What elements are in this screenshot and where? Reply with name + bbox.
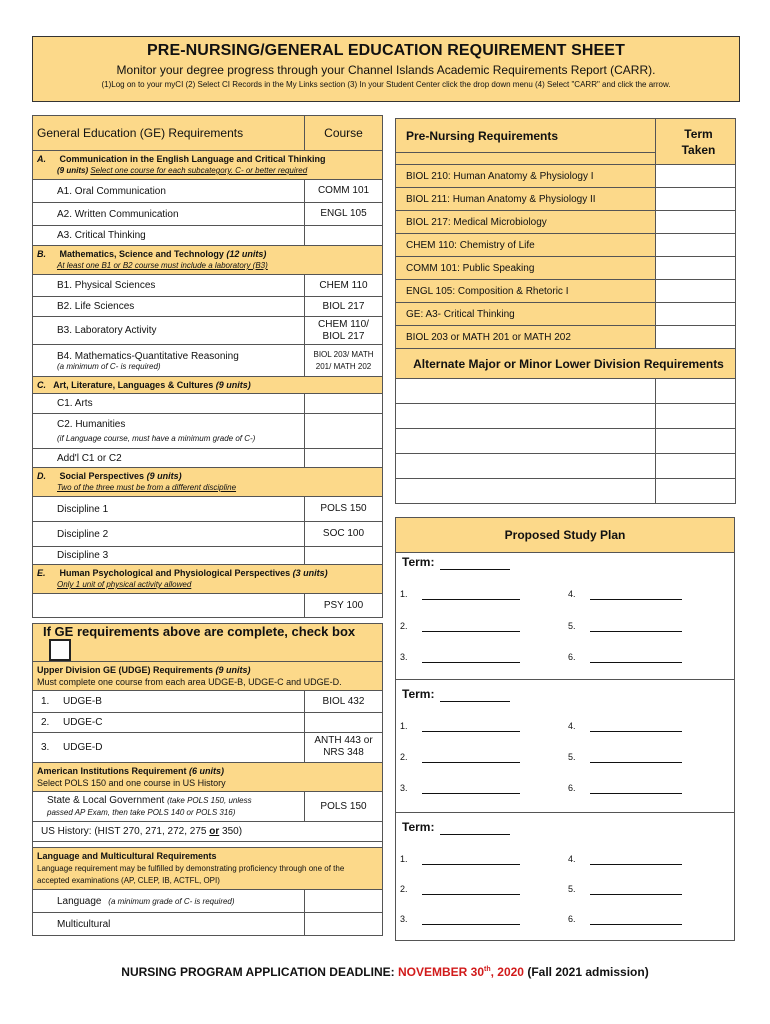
ge-section-b-note: At least one B1 or B2 course must include a laboratory (B3) — [57, 261, 268, 270]
alt-row[interactable] — [396, 404, 656, 429]
plan-slot[interactable]: 2. — [400, 884, 408, 894]
plan-slot[interactable]: 2. — [400, 621, 408, 631]
plan-slot[interactable]: 6. — [568, 914, 576, 924]
ge-b3-label: B3. Laboratory Activity — [33, 317, 305, 345]
page-title: PRE-NURSING/GENERAL EDUCATION REQUIREMENT SHEET — [147, 42, 625, 59]
term-label: Term: — [402, 687, 435, 701]
ge-addc-course[interactable] — [305, 449, 383, 468]
udge-note: Must complete one course from each area UDGE-B, UDGE-C and UDGE-D. — [37, 677, 342, 687]
udge-item-2: 2. UDGE-C — [33, 713, 305, 733]
ge-d3-course[interactable] — [305, 547, 383, 565]
ge-a2-label: A2. Written Communication — [33, 203, 305, 226]
application-deadline: NURSING PROGRAM APPLICATION DEADLINE: NOVEMBER 30th, 2020 (Fall 2021 admission) — [121, 965, 649, 979]
ge-d1-course[interactable]: POLS 150 — [305, 497, 383, 522]
term-taken-cell[interactable] — [656, 280, 736, 303]
alt-term-cell[interactable] — [656, 454, 736, 479]
ge-e1-course[interactable]: PSY 100 — [305, 594, 383, 618]
prenursing-item: BIOL 210: Human Anatomy & Physiology I — [396, 165, 656, 188]
ai-state-label: State & Local Government — [47, 794, 165, 806]
term-taken-cell[interactable] — [656, 211, 736, 234]
alt-row[interactable] — [396, 379, 656, 404]
udge-item-1-course[interactable]: BIOL 432 — [305, 691, 383, 713]
prenursing-item: ENGL 105: Composition & Rhetoric I — [396, 280, 656, 303]
ge-section-b-title: Mathematics, Science and Technology — [59, 249, 224, 259]
ge-b3-course[interactable]: CHEM 110/ BIOL 217 — [305, 317, 383, 345]
study-plan — [395, 517, 735, 941]
ge-e1-label — [33, 594, 305, 618]
ge-b4-course[interactable]: BIOL 203/ MATH 201/ MATH 202 — [305, 345, 383, 377]
plan-slot[interactable]: 2. — [400, 752, 408, 762]
ge-addc-label: Add'l C1 or C2 — [33, 449, 305, 468]
ge-a1-course[interactable]: COMM 101 — [305, 180, 383, 203]
ge-c2-course[interactable] — [305, 414, 383, 449]
ge-a3-label: A3. Critical Thinking — [33, 226, 305, 246]
ge-section-c-title: Art, Literature, Languages & Cultures — [53, 380, 214, 390]
alt-row[interactable] — [396, 479, 656, 504]
ge-c2-label: C2. Humanities (if Language course, must have a minimum grade of C-) — [33, 414, 305, 449]
ge-a1-label: A1. Oral Communication — [33, 180, 305, 203]
prenursing-item: BIOL 203 or MATH 201 or MATH 202 — [396, 326, 656, 349]
plan-slot[interactable]: 1. — [400, 854, 408, 864]
plan-slot[interactable]: 5. — [568, 884, 576, 894]
term-label: Term: — [402, 555, 435, 569]
lang-multicultural-course[interactable] — [305, 913, 383, 936]
ge-section-d: D. Social Perspectives (9 units) Two of the three must be from a different discipline — [33, 468, 383, 497]
ai-section: American Institutions Requirement (6 units) Select POLS 150 and one course in US History — [33, 763, 383, 792]
deadline-date: NOVEMBER 30th, 2020 — [397, 965, 524, 979]
plan-slot[interactable]: 6. — [568, 652, 576, 662]
prenursing-title: Pre-Nursing Requirements — [396, 119, 656, 153]
plan-slot[interactable]: 3. — [400, 914, 408, 924]
plan-slot[interactable]: 1. — [400, 589, 408, 599]
ge-section-b: B. Mathematics, Science and Technology (12 units) At least one B1 or B2 course must include a laboratory (B3) — [33, 246, 383, 275]
term-input[interactable] — [440, 556, 510, 570]
lang-language-course[interactable] — [305, 890, 383, 913]
term-taken-cell[interactable] — [656, 303, 736, 326]
plan-slot[interactable]: 3. — [400, 783, 408, 793]
ge-section-e: E. Human Psychological and Physiological Perspectives (3 units) Only 1 unit of physical activity allowed — [33, 565, 383, 594]
alt-term-cell[interactable] — [656, 479, 736, 504]
ai-state-sub: passed AP Exam, then take POLS 140 or POLS 316) — [47, 807, 236, 817]
udge-item-1: 1. UDGE-B — [33, 691, 305, 713]
alt-row[interactable] — [396, 454, 656, 479]
ge-section-c: C. Art, Literature, Languages & Cultures (9 units) — [33, 377, 383, 394]
udge-item-3-course[interactable]: ANTH 443 or NRS 348 — [305, 733, 383, 763]
ge-b4-sub: (a minimum of C- is required) — [57, 361, 161, 371]
alt-requirements-title: Alternate Major or Minor Lower Division Requirements — [396, 349, 736, 379]
lang-title: Language and Multicultural Requirements — [37, 851, 217, 861]
ge-c1-course[interactable] — [305, 394, 383, 414]
prenursing-item: BIOL 211: Human Anatomy & Physiology II — [396, 188, 656, 211]
ge-complete-row — [33, 624, 383, 662]
udge-item-3: 3. UDGE-D — [33, 733, 305, 763]
ge-section-d-note: Two of the three must be from a different discipline — [57, 483, 237, 492]
plan-slot[interactable]: 1. — [400, 721, 408, 731]
udge-item-2-course[interactable] — [305, 713, 383, 733]
term-taken-cell[interactable] — [656, 234, 736, 257]
prenursing-item: BIOL 217: Medical Microbiology — [396, 211, 656, 234]
lang-note: Language requirement may be fulfilled by demonstrating proficiency through one of the accepted examinations (AP, CLEP, IB, ACTFL, OPI) — [37, 864, 345, 885]
term-input[interactable] — [440, 688, 510, 702]
ge-b2-label: B2. Life Sciences — [33, 297, 305, 317]
udge-title: Upper Division GE (UDGE) Requirements — [37, 665, 214, 675]
plan-slot[interactable]: 3. — [400, 652, 408, 662]
ge-c1-label: C1. Arts — [33, 394, 305, 414]
ge-complete-checkbox[interactable] — [49, 639, 71, 661]
plan-slot[interactable]: 6. — [568, 783, 576, 793]
page-subtitle: Monitor your degree progress through your Channel Islands Academic Requirements Report (CARR). — [116, 63, 656, 77]
ge-b4-label: B4. Mathematics-Quantitative Reasoning (a minimum of C- is required) — [33, 345, 305, 377]
ai-note: Select POLS 150 and one course in US History — [37, 778, 226, 788]
header-box — [32, 36, 740, 102]
ge-section-e-title: Human Psychological and Physiological Perspectives — [59, 568, 291, 578]
prenursing-item: COMM 101: Public Speaking — [396, 257, 656, 280]
prenursing-item: GE: A3- Critical Thinking — [396, 303, 656, 326]
ge-c2-sub: (if Language course, must have a minimum grade of C-) — [57, 434, 256, 443]
carr-steps: (1)Log on to your myCI (2) Select CI Records in the My Links section (3) In your Student Center click the drop down menu (4) Select "CARR" and click the arrow. — [101, 80, 671, 89]
term-taken-cell[interactable] — [656, 165, 736, 188]
plan-slot[interactable]: 4. — [568, 854, 576, 864]
lang-section — [33, 848, 383, 890]
term-label: Term: — [402, 820, 435, 834]
ge-section-a-note: Select one course for each subcategory. C- or better required — [90, 166, 308, 175]
plan-slot[interactable]: 4. — [568, 721, 576, 731]
prenursing-table — [395, 118, 736, 504]
ge-b1-course[interactable]: CHEM 110 — [305, 275, 383, 297]
alt-row[interactable] — [396, 429, 656, 454]
ge-header-label: General Education (GE) Requirements — [33, 116, 305, 151]
lang-language-row: Language (a minimum grade of C- is required) — [33, 890, 305, 913]
plan-slot[interactable]: 4. — [568, 589, 576, 599]
ge-a3-course[interactable] — [305, 226, 383, 246]
plan-slot[interactable]: 5. — [568, 752, 576, 762]
ge-section-a: A. Communication in the English Language and Critical Thinking (9 units) Select one course for each subcategory. C- or better required — [33, 151, 383, 180]
ge-header-course: Course — [305, 116, 383, 151]
ai-state-row: State & Local Government (take POLS 150, unless passed AP Exam, then take POLS 140 or POLS 316) — [33, 792, 305, 822]
ge-d2-label: Discipline 2 — [33, 522, 305, 547]
term-taken-cell[interactable] — [656, 257, 736, 280]
ge-section-a-title: Communication in the English Language and Critical Thinking — [59, 154, 326, 164]
alt-term-cell[interactable] — [656, 379, 736, 404]
study-plan-title: Proposed Study Plan — [396, 518, 734, 553]
ge-section-e-note: Only 1 unit of physical activity allowed — [57, 580, 192, 589]
term-taken-cell[interactable] — [656, 188, 736, 211]
udge-section: Upper Division GE (UDGE) Requirements (9 units) Must complete one course from each area UDGE-B, UDGE-C and UDGE-D. — [33, 662, 383, 691]
prenursing-item: CHEM 110: Chemistry of Life — [396, 234, 656, 257]
alt-term-cell[interactable] — [656, 429, 736, 454]
plan-slot[interactable]: 5. — [568, 621, 576, 631]
ge-d1-label: Discipline 1 — [33, 497, 305, 522]
ge-b1-label: B1. Physical Sciences — [33, 275, 305, 297]
ge-complete-label: If GE requirements above are complete, check box — [43, 624, 356, 639]
ai-title: American Institutions Requirement — [37, 766, 187, 776]
lang-multicultural-row: Multicultural — [33, 913, 305, 936]
alt-term-cell[interactable] — [656, 404, 736, 429]
ge-requirements-table — [32, 115, 383, 936]
ai-us-history: US History: (HIST 270, 271, 272, 275 or 350) — [33, 822, 383, 842]
ge-a2-course[interactable]: ENGL 105 — [305, 203, 383, 226]
ai-state-course[interactable]: POLS 150 — [305, 792, 383, 822]
ge-d3-label: Discipline 3 — [33, 547, 305, 565]
ge-section-d-title: Social Perspectives — [59, 471, 145, 481]
term-taken-cell[interactable] — [656, 326, 736, 349]
term-taken-header: Term Taken — [656, 119, 736, 165]
ge-b2-course[interactable]: BIOL 217 — [305, 297, 383, 317]
ge-d2-course[interactable]: SOC 100 — [305, 522, 383, 547]
term-input[interactable] — [440, 821, 510, 835]
